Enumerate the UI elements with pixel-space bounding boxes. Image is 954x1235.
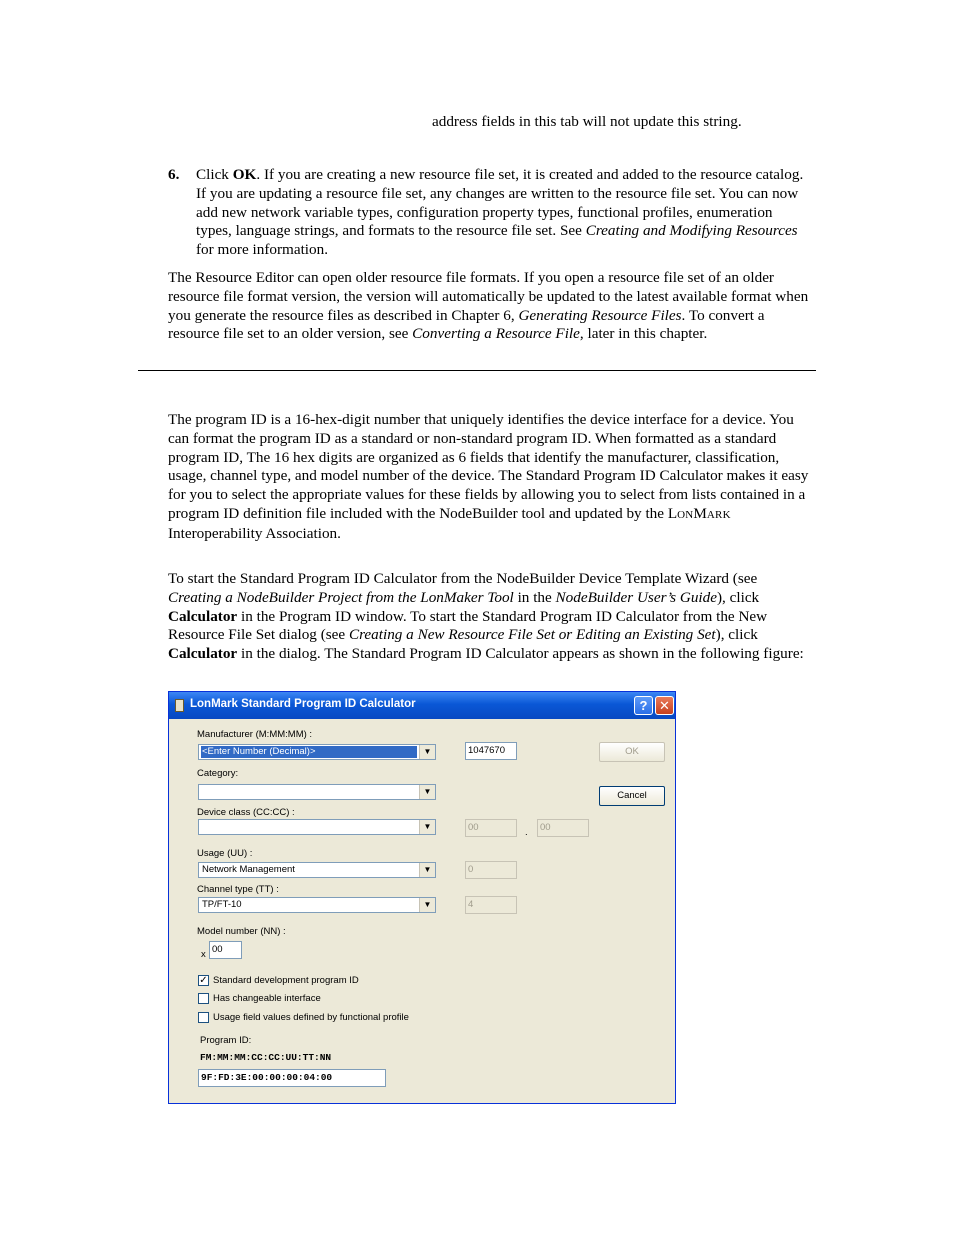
category-selected xyxy=(201,786,417,798)
channel-type-label: Channel type (TT) : xyxy=(197,884,279,895)
usage-selected: Network Management xyxy=(202,864,295,875)
chevron-down-icon[interactable]: ▼ xyxy=(419,785,435,799)
channel-type-selected: TP/FT-10 xyxy=(202,899,242,910)
manufacturer-select[interactable] xyxy=(198,744,436,760)
usage-label: Usage (UU) : xyxy=(197,848,253,859)
device-class-input-2[interactable]: 00 xyxy=(537,819,589,837)
chevron-down-icon[interactable]: ▼ xyxy=(419,863,435,877)
lonmark-name: LONMARK xyxy=(667,504,731,522)
title-bar xyxy=(169,692,675,719)
chevron-down-icon[interactable]: ▼ xyxy=(419,898,435,912)
model-number-label: Model number (NN) : xyxy=(197,926,286,937)
program-id-input[interactable]: 9F:FD:3E:00:00:00:04:00 xyxy=(198,1069,386,1087)
close-button[interactable]: ✕ xyxy=(655,696,674,715)
changeable-interface-label: Has changeable interface xyxy=(213,993,321,1004)
cancel-button[interactable]: Cancel xyxy=(599,786,665,806)
ok-bold: OK xyxy=(232,166,257,183)
manufacturer-selected: <Enter Number (Decimal)> xyxy=(201,746,417,758)
channel-type-select[interactable] xyxy=(198,897,436,913)
changeable-interface-checkbox[interactable] xyxy=(198,993,209,1004)
device-class-separator: . xyxy=(525,827,528,838)
device-class-selected xyxy=(201,821,417,833)
usage-fp-checkbox[interactable] xyxy=(198,1012,209,1023)
ref-creating-resources: Creating and Modifying Resources xyxy=(585,222,798,240)
help-button[interactable]: ? xyxy=(634,696,653,715)
program-id-label: Program ID: xyxy=(200,1035,252,1046)
model-prefix: x xyxy=(201,949,206,960)
step-6-text: Click OK. If you are creating a new resource file set, it is created and added to the resource catalog. If you are updating a resource file set, any changes are written to the resource file set. You can now add new network variable types, configuration property types, functional profiles, enumeration types, language strings, and formats to the resource file set. See Creating and Modifying Resources for more information. xyxy=(196,166,804,259)
app-icon xyxy=(175,699,184,712)
paragraph-program-id: The program ID is a 16-hex-digit number that uniquely identifies the device interface for a device. You can format the program ID as a standard or non-standard program ID. When formatted as a standard program ID, The 16 hex digits are organized as 6 fields that identify the manufacturer, classification, usage, channel type, and model number of the device. The Standard Program ID Calculator makes it easy for you to select the appropriate values for these fields by allowing you to select from lists contained in a program ID definition file included with the NodeBuilder tool and updated by the LONMARK Interoperability Association. xyxy=(168,411,809,542)
device-class-input-1[interactable]: 00 xyxy=(465,819,517,837)
manufacturer-number-input[interactable]: 1047670 xyxy=(465,742,517,760)
program-id-format: FM:MM:MM:CC:CC:UU:TT:NN xyxy=(200,1052,332,1063)
standard-dev-label: Standard development program ID xyxy=(213,975,359,986)
category-label: Category: xyxy=(197,768,239,779)
usage-select[interactable] xyxy=(198,862,436,878)
step-number: 6. xyxy=(168,166,180,183)
ok-button[interactable]: OK xyxy=(599,742,665,762)
chevron-down-icon[interactable]: ▼ xyxy=(419,820,435,834)
standard-dev-checkbox[interactable]: ✓ xyxy=(199,975,208,986)
chevron-down-icon[interactable]: ▼ xyxy=(419,745,435,759)
device-class-select[interactable] xyxy=(198,819,436,835)
program-id-calculator-dialog xyxy=(168,691,676,1104)
category-select[interactable] xyxy=(198,784,436,800)
paragraph-start-calculator: To start the Standard Program ID Calculator from the NodeBuilder Device Template Wizard (see Creating a NodeBuilder Project from the LonMaker Tool in the NodeBuilder User’s Guide), click Calculator in the Program ID window. To start the Standard Program ID Calculator from the New Resource File Set dialog (see Creating a New Resource File Set or Editing an Existing Set), click Calculator in the dialog. The Standard Program ID Calculator appears as shown in the following figure: xyxy=(168,570,804,663)
section-divider xyxy=(138,370,816,371)
paragraph-older-formats: The Resource Editor can open older resource file formats. If you open a resource file set of an older resource file format version, the version will automatically be updated to the latest available format when you generate the resource files as described in Chapter 6, Generating Resource Files. To convert a resource file set to an older version, see Converting a Resource File, later in this chapter. xyxy=(168,269,809,343)
dialog-title: LonMark Standard Program ID Calculator xyxy=(190,698,416,710)
usage-fp-label: Usage field values defined by functional profile xyxy=(213,1012,409,1023)
usage-number-input[interactable]: 0 xyxy=(465,861,517,879)
model-number-input[interactable]: 00 xyxy=(209,941,242,959)
manufacturer-label: Manufacturer (M:MM:MM) : xyxy=(197,729,313,740)
device-class-label: Device class (CC:CC) : xyxy=(197,807,295,818)
top-fragment: address fields in this tab will not update this string. xyxy=(432,113,742,130)
channel-type-number-input[interactable]: 4 xyxy=(465,896,517,914)
